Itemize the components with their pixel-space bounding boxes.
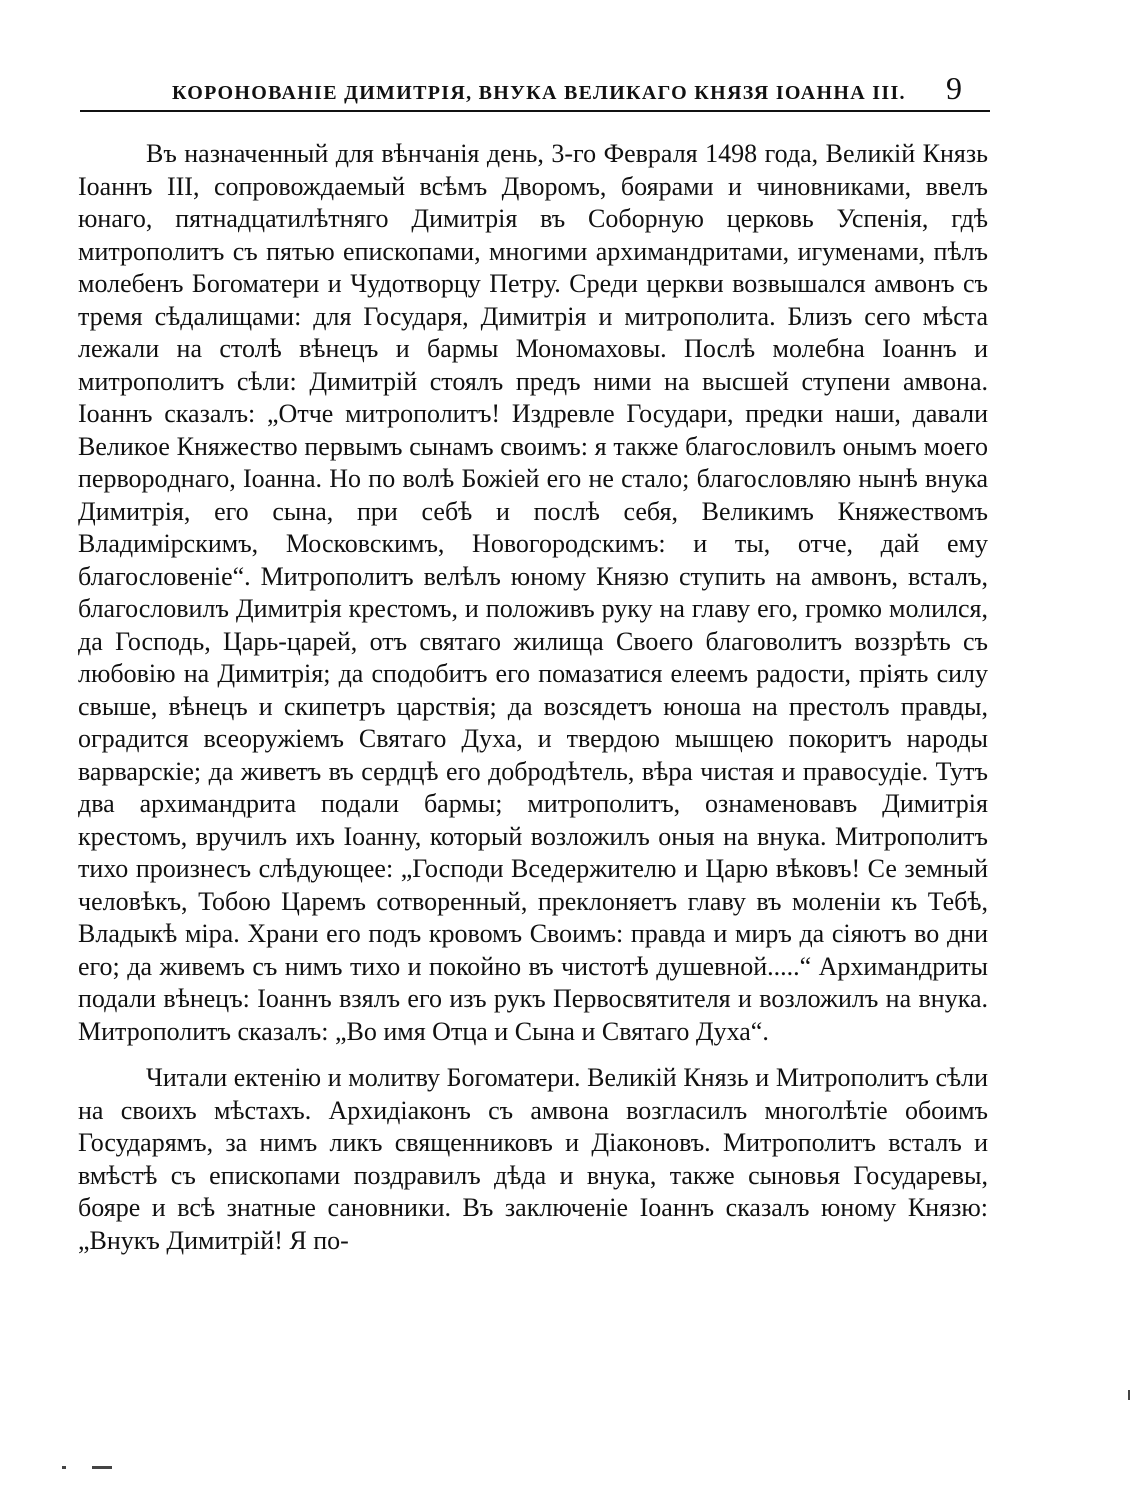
paragraph-coronation: Въ назначенный для вѣнчанія день, 3-го Февраля 1498 года, Великій Князь Іоаннъ III, сопровождаемый всѣмъ Дворомъ, боярами и чиновниками, ввелъ юнаго, пятнадцатилѣтняго Димитрія въ Соборную церковь Успенія, гдѣ митрополитъ съ пятью епископами, многими архимандритами, игуменами, пѣлъ молебенъ Богоматери и Чудотворцу Петру. Среди церкви возвышался амвонъ съ тремя сѣдалищами: для Государя, Димитрія и митрополита. Близъ сего мѣста лежали на столѣ вѣнецъ и бармы Мономаховы. Послѣ молебна Іоаннъ и митрополитъ сѣли: Димитрій стоялъ предъ ними на высшей ступени амвона. Іоаннъ сказалъ: „Отче митрополитъ! Издревле Государи, предки наши, давали Великое Княжество первымъ сынамъ своимъ: я также благословилъ онымъ моего перворoднаго, Іоанна. Но по волѣ Божіей его не стало; благословляю нынѣ внука Димитрія, его сына, при себѣ и послѣ себя, Великимъ Княжествомъ Владимірскимъ, Московскимъ, Новогородскимъ: и ты, отче, дай ему благословеніе“. Митрополитъ велѣлъ юному Князю ступить на амвонъ, всталъ, благословилъ Димитрія крестомъ, и положивъ руку на главу его, громко молился, да Господь, Царь-царей, отъ святаго жилища Своего благоволитъ воззрѣть съ любовію на Димитрія; да сподобитъ его помазатися елеемъ радости, пріять силу свыше, вѣнецъ и скипетръ царствія; да возсядетъ юноша на престолъ правды, оградится всеоружіемъ Святаго Духа, и твердою мышцею покоритъ народы варварскіе; да живетъ въ сердцѣ его добродѣтель, вѣра чистая и правосудіе. Тутъ два архимандрита подали бармы; митрополитъ, ознаменовавъ Димитрія крестомъ, вручилъ ихъ Іоанну, который возложилъ оныя на внука. Митрополитъ тихо произнесъ слѣдующее: „Господи Вседержителю и Царю вѣковъ! Се земный человѣкъ, Тобою Царемъ сотворенный, преклоняетъ главу въ моленіи къ Тебѣ, Владыкѣ міра. Храни его подъ кровомъ Своимъ: правда и миръ да сіяютъ во дни его; да живемъ съ нимъ тихо и покойно въ чистотѣ душевной.....“ Архимандриты подали вѣнецъ: Іоаннъ взялъ его изъ рукъ Первосвятителя и возложилъ на внука. Митрополитъ сказалъ: „Во имя Отца и Сына и Святаго Духа“. (78, 139, 988, 1046)
page-number: 9 (946, 70, 962, 106)
running-header (80, 70, 990, 112)
scan-artifact (92, 1466, 112, 1469)
scan-artifact (62, 1466, 66, 1469)
paragraph-litany: Читали ектенію и молитву Богоматери. Великій Князь и Митрополитъ сѣли на своихъ мѣстахъ. Архидіаконъ съ амвона возгласилъ многолѣтіе обоимъ Государямъ, за нимъ ликъ священниковъ и Діаконовъ. Митрополитъ всталъ и вмѣстѣ съ епископами поздравилъ дѣда и внука, также сыновья Государевы, бояре и всѣ знатные сановники. Въ заключеніе Іоаннъ сказалъ юному Князю: „Внукъ Димитрій! Я по- (78, 1063, 988, 1255)
chapter-title: КОРОНОВАНІЕ ДИМИТРІЯ, ВНУКА ВЕЛИКАГО КНЯЗЯ ІОАННА III. (172, 82, 906, 104)
scan-artifact (1128, 1390, 1130, 1400)
body-text (78, 138, 988, 1257)
